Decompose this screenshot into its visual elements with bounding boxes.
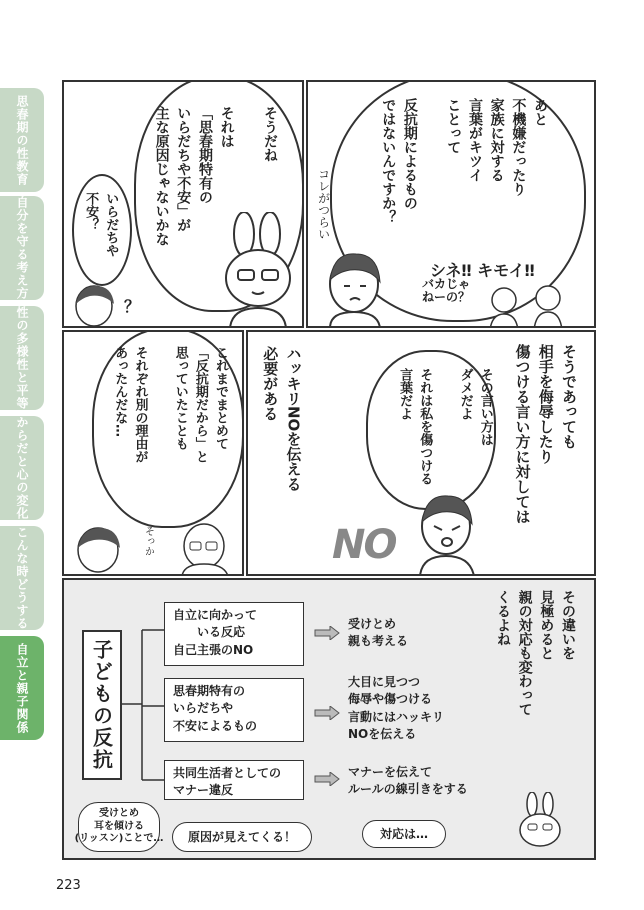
tab-body-mind[interactable] xyxy=(0,416,44,520)
aside-text: コレがつらい xyxy=(316,168,331,240)
category-box-manners: 共同生活者としての マナー違反 xyxy=(164,760,304,800)
tab-label: 自立と親子関係 xyxy=(15,642,29,734)
mother-illustration xyxy=(408,482,488,576)
comic-panel-1 xyxy=(306,80,596,328)
arrow-icon xyxy=(314,772,340,786)
shout-text-2: バカじゃ ねーの？ xyxy=(422,277,471,305)
mother-illustration xyxy=(316,242,396,328)
tab-independence[interactable] xyxy=(0,636,44,740)
dialogue-text: これまでまとめて 「反抗期だから」と 思っていたことも それぞれ別の理由が あったんだな… xyxy=(112,346,228,463)
question-mark: ？ xyxy=(124,297,141,316)
tab-label: 自分を守る考え方 xyxy=(15,196,29,300)
kids-illustration xyxy=(476,282,586,328)
dialogue-text: そうだね それは 「思春期特有の いらだちや不安」が 主な原因じゃないかな xyxy=(153,106,278,246)
rabbit-doctor-illustration xyxy=(214,212,304,328)
comic-panel-2 xyxy=(62,80,304,328)
arrow-icon xyxy=(314,626,340,640)
mother-illustration xyxy=(68,282,122,328)
narration-text: そうであっても 相手を侮辱したり 傷つける言い方に対しては xyxy=(513,344,578,524)
tab-sex-education[interactable] xyxy=(0,88,44,192)
tab-label: 思春期の性教育 xyxy=(15,94,29,186)
pill-response: 対応は… xyxy=(362,820,446,848)
dialogue-text: その言い方は ダメだよ それは私を傷つける 言葉だよ xyxy=(397,368,493,485)
diagram-panel xyxy=(62,578,596,860)
aside-text: そっか xyxy=(142,526,154,556)
narration-text-2: ハッキリNOを伝える 必要がある xyxy=(261,346,303,492)
page-number: 223 xyxy=(56,878,81,893)
result-text-accept: 受けとめ 親も考える xyxy=(348,617,409,649)
father-illustration xyxy=(172,516,238,576)
pill-cause: 原因が見えてくる！ xyxy=(172,822,312,852)
category-box-self-assertion: 自立に向かって いる反応 自己主張のNO xyxy=(164,602,304,666)
tab-label: こんな時どうする xyxy=(15,526,29,630)
category-box-anxiety: 思春期特有の いらだちや 不安によるもの xyxy=(164,678,304,742)
thought-text: いらだちや 不安？ xyxy=(83,192,119,257)
comic-panel-4 xyxy=(62,330,244,576)
tab-label: からだと心の変化 xyxy=(15,416,29,520)
shout-text: シネ‼ キモイ‼ xyxy=(430,261,535,280)
narration-text: その違いを 見極めると 親の対応も変わって くるよね xyxy=(494,590,576,716)
rabbit-icon xyxy=(516,792,566,848)
pill-listen: 受けとめ 耳を傾ける (リッスン)ことで… xyxy=(78,802,160,852)
tab-self-protection[interactable] xyxy=(0,196,44,300)
comic-panel-3 xyxy=(246,330,596,576)
tab-diversity[interactable] xyxy=(0,306,44,410)
tab-what-to-do[interactable] xyxy=(0,526,44,630)
no-label: NO xyxy=(332,522,396,568)
dialogue-text: あと 不機嫌だったり 家族に対する 言葉がキツイ ことって 反抗期によるもの ではないんですか？ xyxy=(380,98,548,224)
result-text-rules: マナーを伝えて ルールの線引きをする xyxy=(348,765,468,797)
result-text-say-no: 大目に見つつ 侮辱や傷つける 言動にはハッキリ NOを伝える xyxy=(348,675,445,742)
arrow-icon xyxy=(314,706,340,720)
diagram-title: 子どもの反抗 xyxy=(82,630,122,780)
tab-label: 性の多様性と平等 xyxy=(15,306,29,410)
mother-illustration xyxy=(68,520,130,576)
